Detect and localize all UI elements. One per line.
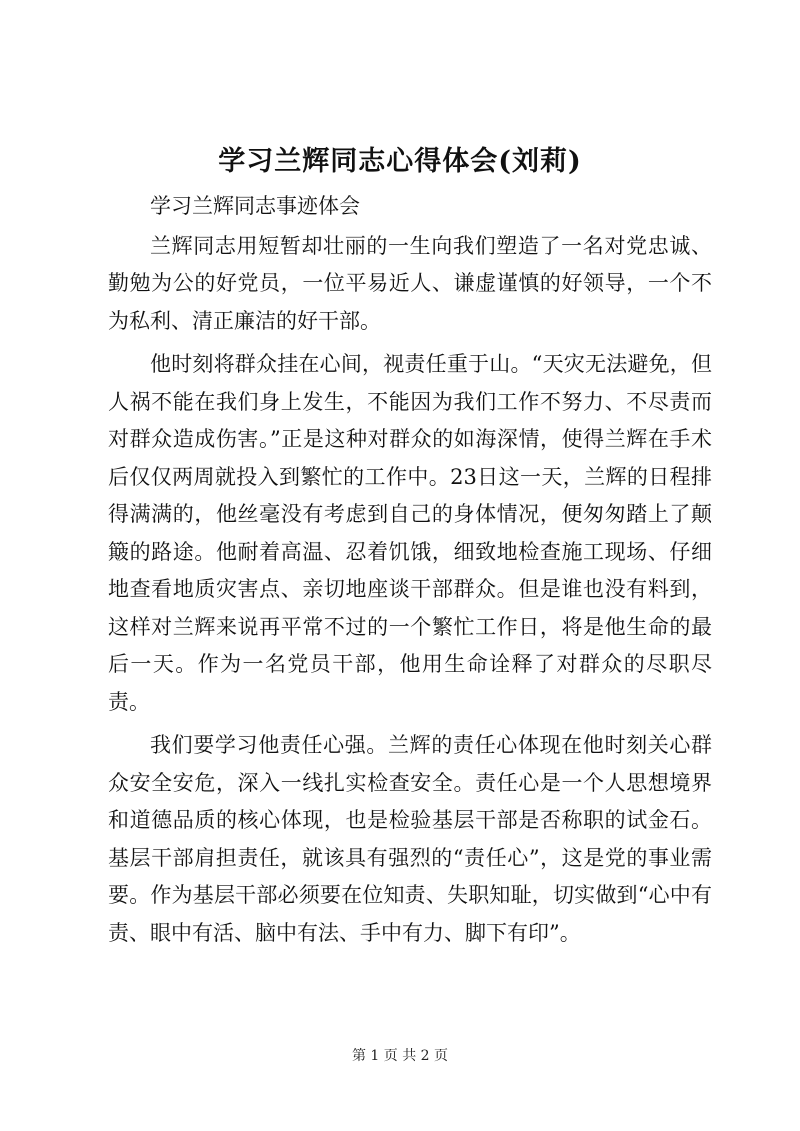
body-paragraph-3: 我们要学习他责任心强。兰辉的责任心体现在他时刻关心群众安全安危，深入一线扎实检查安全。责任心是一个人思想境界和道德品质的核心体现，也是检验基层干部是否称职的试金石。基层干部肩担责任，就该具有强烈的“责任心”，这是党的事业需要。作为基层干部必须要在位知责、失职知耻，切实做到“心中有责、眼中有活、脑中有法、手中有力、脚下有印”。 (108, 733, 712, 945)
document-title: 学习兰辉同志心得体会(刘莉) (218, 146, 582, 177)
body-paragraph-1: 兰辉同志用短暂却壮丽的一生向我们塑造了一名对党忠诚、勤勉为公的好党员，一位平易近人、谦虚谨慎的好领导，一个不为私利、清正廉洁的好干部。 (108, 233, 712, 333)
subtitle-paragraph: 学习兰辉同志事迹体会 (150, 194, 360, 218)
document-body (108, 188, 712, 954)
page-footer: 第 1 页 共 2 页 (351, 1048, 449, 1064)
body-paragraph-2: 他时刻将群众挂在心间，视责任重于山。“天灾无法避免，但人祸不能在我们身上发生，不能因为我们工作不努力、不尽责而对群众造成伤害。”正是这种对群众的如海深情，使得兰辉在手术后仅仅两周就投入到繁忙的工作中。23日这一天，兰辉的日程排得满满的，他丝毫没有考虑到自己的身体情况，便匆匆踏上了颠簸的路途。他耐着高温、忍着饥饿，细致地检查施工现场、仔细地查看地质灾害点、亲切地座谈干部群众。但是谁也没有料到，这样对兰辉来说再平常不过的一个繁忙工作日，将是他生命的最后一天。作为一名党员干部，他用生命诠释了对群众的尽职尽责。 (108, 352, 712, 714)
